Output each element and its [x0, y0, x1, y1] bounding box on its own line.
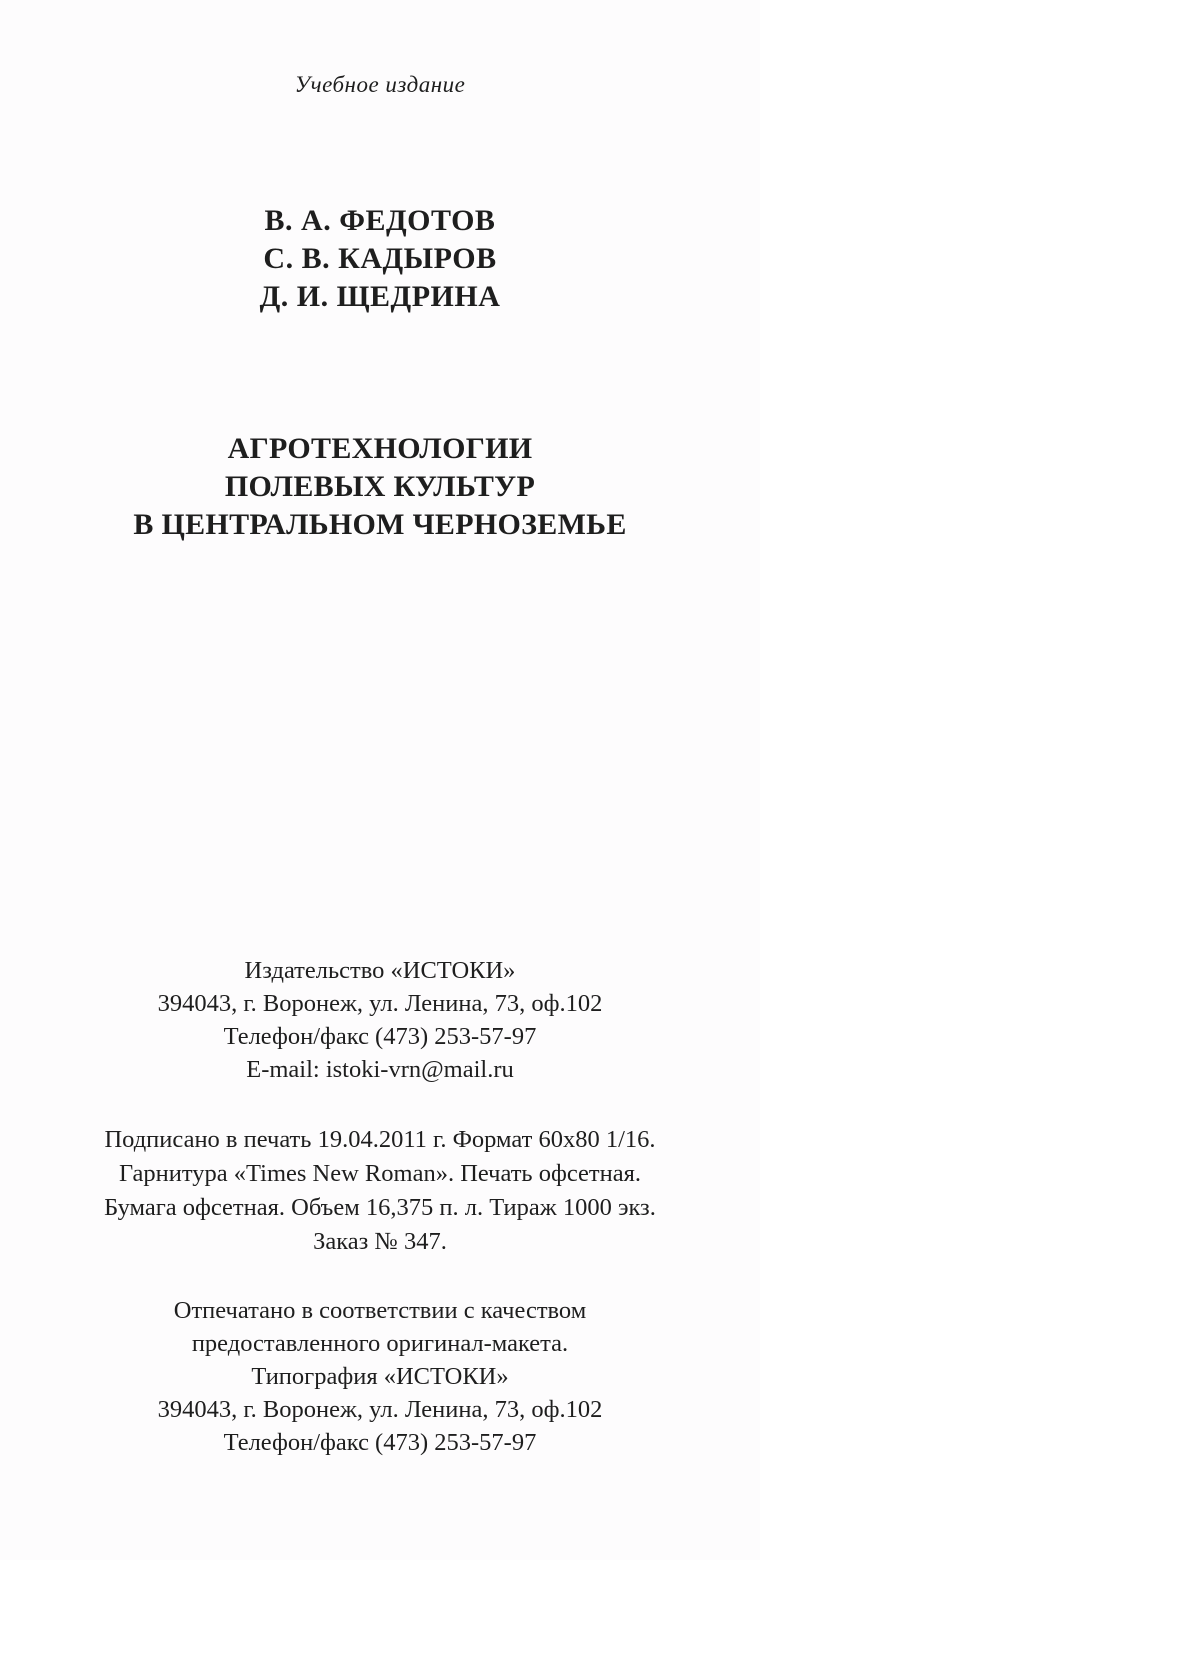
author-3: Д. И. ЩЕДРИНА [259, 280, 501, 313]
title-line-1: АГРОТЕХНОЛОГИИ [227, 432, 533, 465]
printing-house-name: Типография «ИСТОКИ» [251, 1363, 509, 1390]
author-1: В. А. ФЕДОТОВ [264, 204, 496, 237]
printing-note-1: Отпечатано в соответствии с качеством [173, 1297, 587, 1324]
imprint-line-3: Бумага офсетная. Объем 16,375 п. л. Тираж 1000 экз. [104, 1194, 656, 1221]
title-line-2: ПОЛЕВЫХ КУЛЬТУР [224, 470, 536, 503]
imprint-line-2: Гарнитура «Times New Roman». Печать офсетная. [119, 1160, 641, 1187]
publisher-email: E-mail: istoki-vrn@mail.ru [246, 1056, 514, 1083]
imprint-line-1: Подписано в печать 19.04.2011 г. Формат 60x80 1/16. [104, 1126, 656, 1153]
printing-house-phone: Телефон/факс (473) 253-57-97 [223, 1429, 537, 1456]
printing-note-2: предоставленного оригинал-макета. [191, 1330, 569, 1357]
edition-label: Учебное издание [294, 72, 466, 97]
printing-house-address: 394043, г. Воронеж, ул. Ленина, 73, оф.102 [157, 1396, 603, 1423]
publisher-name: Издательство «ИСТОКИ» [244, 957, 516, 984]
title-line-3: В ЦЕНТРАЛЬНОМ ЧЕРНОЗЕМЬЕ [133, 508, 627, 541]
publisher-address: 394043, г. Воронеж, ул. Ленина, 73, оф.102 [157, 990, 603, 1017]
publisher-phone: Телефон/факс (473) 253-57-97 [223, 1023, 537, 1050]
order-number: Заказ № 347. [313, 1228, 447, 1255]
author-2: С. В. КАДЫРОВ [263, 242, 497, 275]
